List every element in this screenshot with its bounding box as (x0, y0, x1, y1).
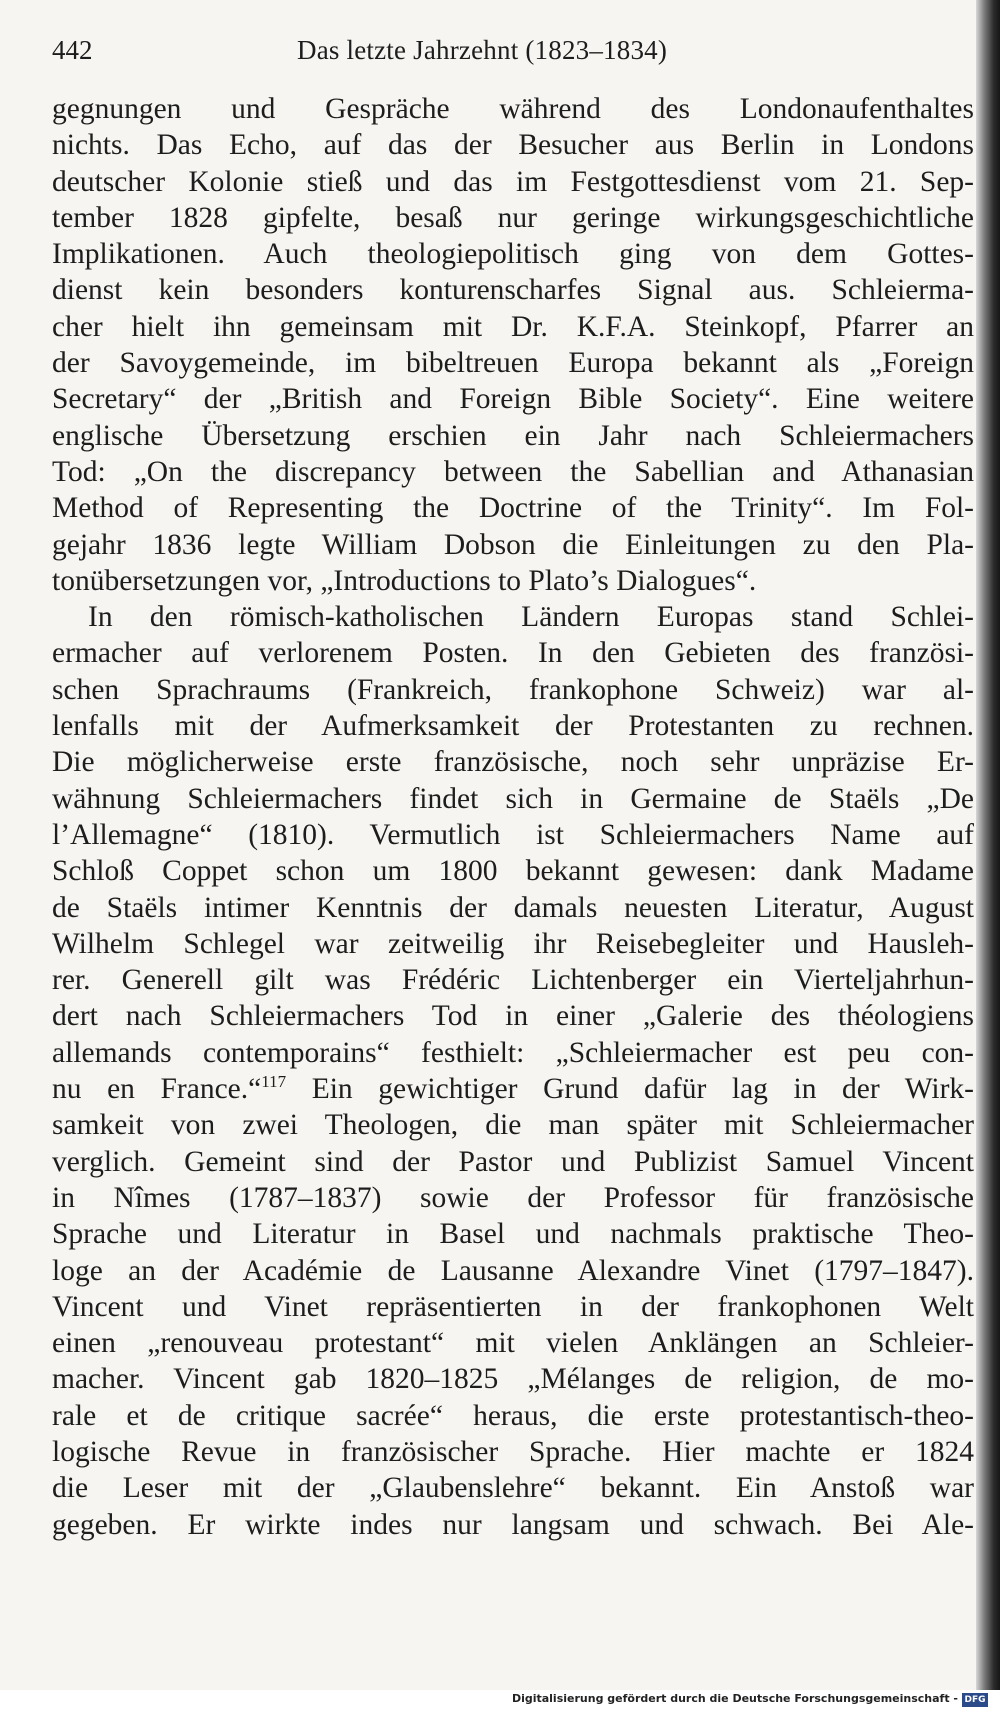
text-line: Wilhelm Schlegel war zeitweilig ihr Reisebegleiter und Hausleh- (52, 927, 974, 960)
text-line: die Leser mit der „Glaubenslehre“ bekannt. Ein Anstoß war (52, 1472, 974, 1505)
text-line: loge an der Académie de Lausanne Alexandre Vinet (1797–1847). (52, 1254, 974, 1287)
text-line: rer. Generell gilt was Frédéric Lichtenberger ein Vierteljahrhun- (52, 964, 974, 997)
text-line: cher hielt ihn gemeinsam mit Dr. K.F.A. Steinkopf, Pfarrer an (52, 310, 974, 343)
text-line: l’Allemagne“ (1810). Vermutlich ist Schleiermachers Name auf (52, 818, 974, 851)
text-line: Implikationen. Auch theologiepolitisch ging von dem Gottes- (52, 238, 974, 271)
text-line: Vincent und Vinet repräsentierten in der frankophonen Welt (52, 1290, 974, 1323)
text-line: tember 1828 gipfelte, besaß nur geringe wirkungsgeschichtliche (52, 201, 974, 234)
text-line: rale et de critique sacrée“ heraus, die erste protestantisch-theo- (52, 1399, 974, 1432)
text-line-with-footnote (52, 1071, 974, 1107)
text-line: de Staëls intimer Kenntnis der damals neuesten Literatur, August (52, 891, 974, 924)
text-line: schen Sprachraums (Frankreich, frankophone Schweiz) war al- (52, 673, 974, 706)
text-line: dert nach Schleiermachers Tod in einer „Galerie des théologiens (52, 1000, 974, 1033)
text-line: Method of Representing the Doctrine of the Trinity“. Im Fol- (52, 492, 974, 525)
text-line: einen „renouveau protestant“ mit vielen Anklängen an Schleier- (52, 1327, 974, 1360)
text-line: Die möglicherweise erste französische, noch sehr unpräzise Er- (52, 746, 974, 779)
text-line: gejahr 1836 legte William Dobson die Einleitungen zu den Pla- (52, 528, 974, 561)
text-line: verglich. Gemeint sind der Pastor und Publizist Samuel Vincent (52, 1145, 974, 1178)
text-line: Tod: „On the discrepancy between the Sabellian and Athanasian (52, 455, 974, 488)
text-line: samkeit von zwei Theologen, die man später mit Schleiermacher (52, 1109, 974, 1142)
text-line: gegeben. Er wirkte indes nur langsam und schwach. Bei Ale- (52, 1508, 974, 1541)
footer-credit: Digitalisierung gefördert durch die Deutsche Forschungsgemeinschaft - (511, 1692, 958, 1705)
text-line: dienst kein besonders konturenscharfes Signal aus. Schleierma- (52, 274, 974, 307)
line-start: nu en France.“ (52, 1073, 262, 1106)
body-text (52, 91, 974, 1543)
text-line: der Savoygemeinde, im bibeltreuen Europa bekannt als „Foreign (52, 347, 974, 380)
footnote-marker: 117 (261, 1072, 287, 1092)
text-line: Sprache und Literatur in Basel und nachmals praktische Theo- (52, 1218, 974, 1251)
text-line: Schloß Coppet schon um 1800 bekannt gewesen: dank Madame (52, 855, 974, 888)
text-line: englische Übersetzung erschien ein Jahr nach Schleiermachers (52, 419, 974, 452)
text-line: deutscher Kolonie stieß und das im Festgottesdienst vom 21. Sep- (52, 165, 974, 198)
dfg-logo: DFG (962, 1693, 988, 1707)
text-line: Secretary“ der „British and Foreign Bible Society“. Eine weitere (52, 383, 974, 416)
line-tail: Ein gewichtiger Grund dafür lag in der Wirk- (286, 1073, 974, 1106)
text-line: in Nîmes (1787–1837) sowie der Professor für französische (52, 1181, 974, 1214)
text-line: gegnungen und Gespräche während des Londonaufenthaltes (52, 93, 974, 125)
running-head: Das letzte Jahrzehnt (1823–1834) (297, 35, 668, 65)
text-line: lenfalls mit der Aufmerksamkeit der Protestanten zu rechnen. (52, 710, 974, 743)
text-line: logische Revue in französischer Sprache. Hier machte er 1824 (52, 1435, 974, 1468)
digitization-footer (0, 1690, 1000, 1711)
book-spine-shadow (976, 0, 1000, 1711)
text-line: nichts. Das Echo, auf das der Besucher aus Berlin in Londons (52, 129, 974, 162)
page-number: 442 (52, 35, 93, 65)
page-header (52, 30, 974, 70)
paragraph-end-line: tonübersetzungen vor, „Introductions to Plato’s Dialogues“. (52, 564, 757, 597)
text-line: macher. Vincent gab 1820–1825 „Mélanges de religion, de mo- (52, 1363, 974, 1396)
text-line: ermacher auf verlorenem Posten. In den Gebieten des französi- (52, 637, 974, 670)
text-line: allemands contemporains“ festhielt: „Schleiermacher est peu con- (52, 1036, 974, 1069)
text-line: wähnung Schleiermachers findet sich in Germaine de Staëls „De (52, 782, 974, 815)
paragraph-start-line: In den römisch-katholischen Ländern Europas stand Schlei- (88, 601, 974, 634)
